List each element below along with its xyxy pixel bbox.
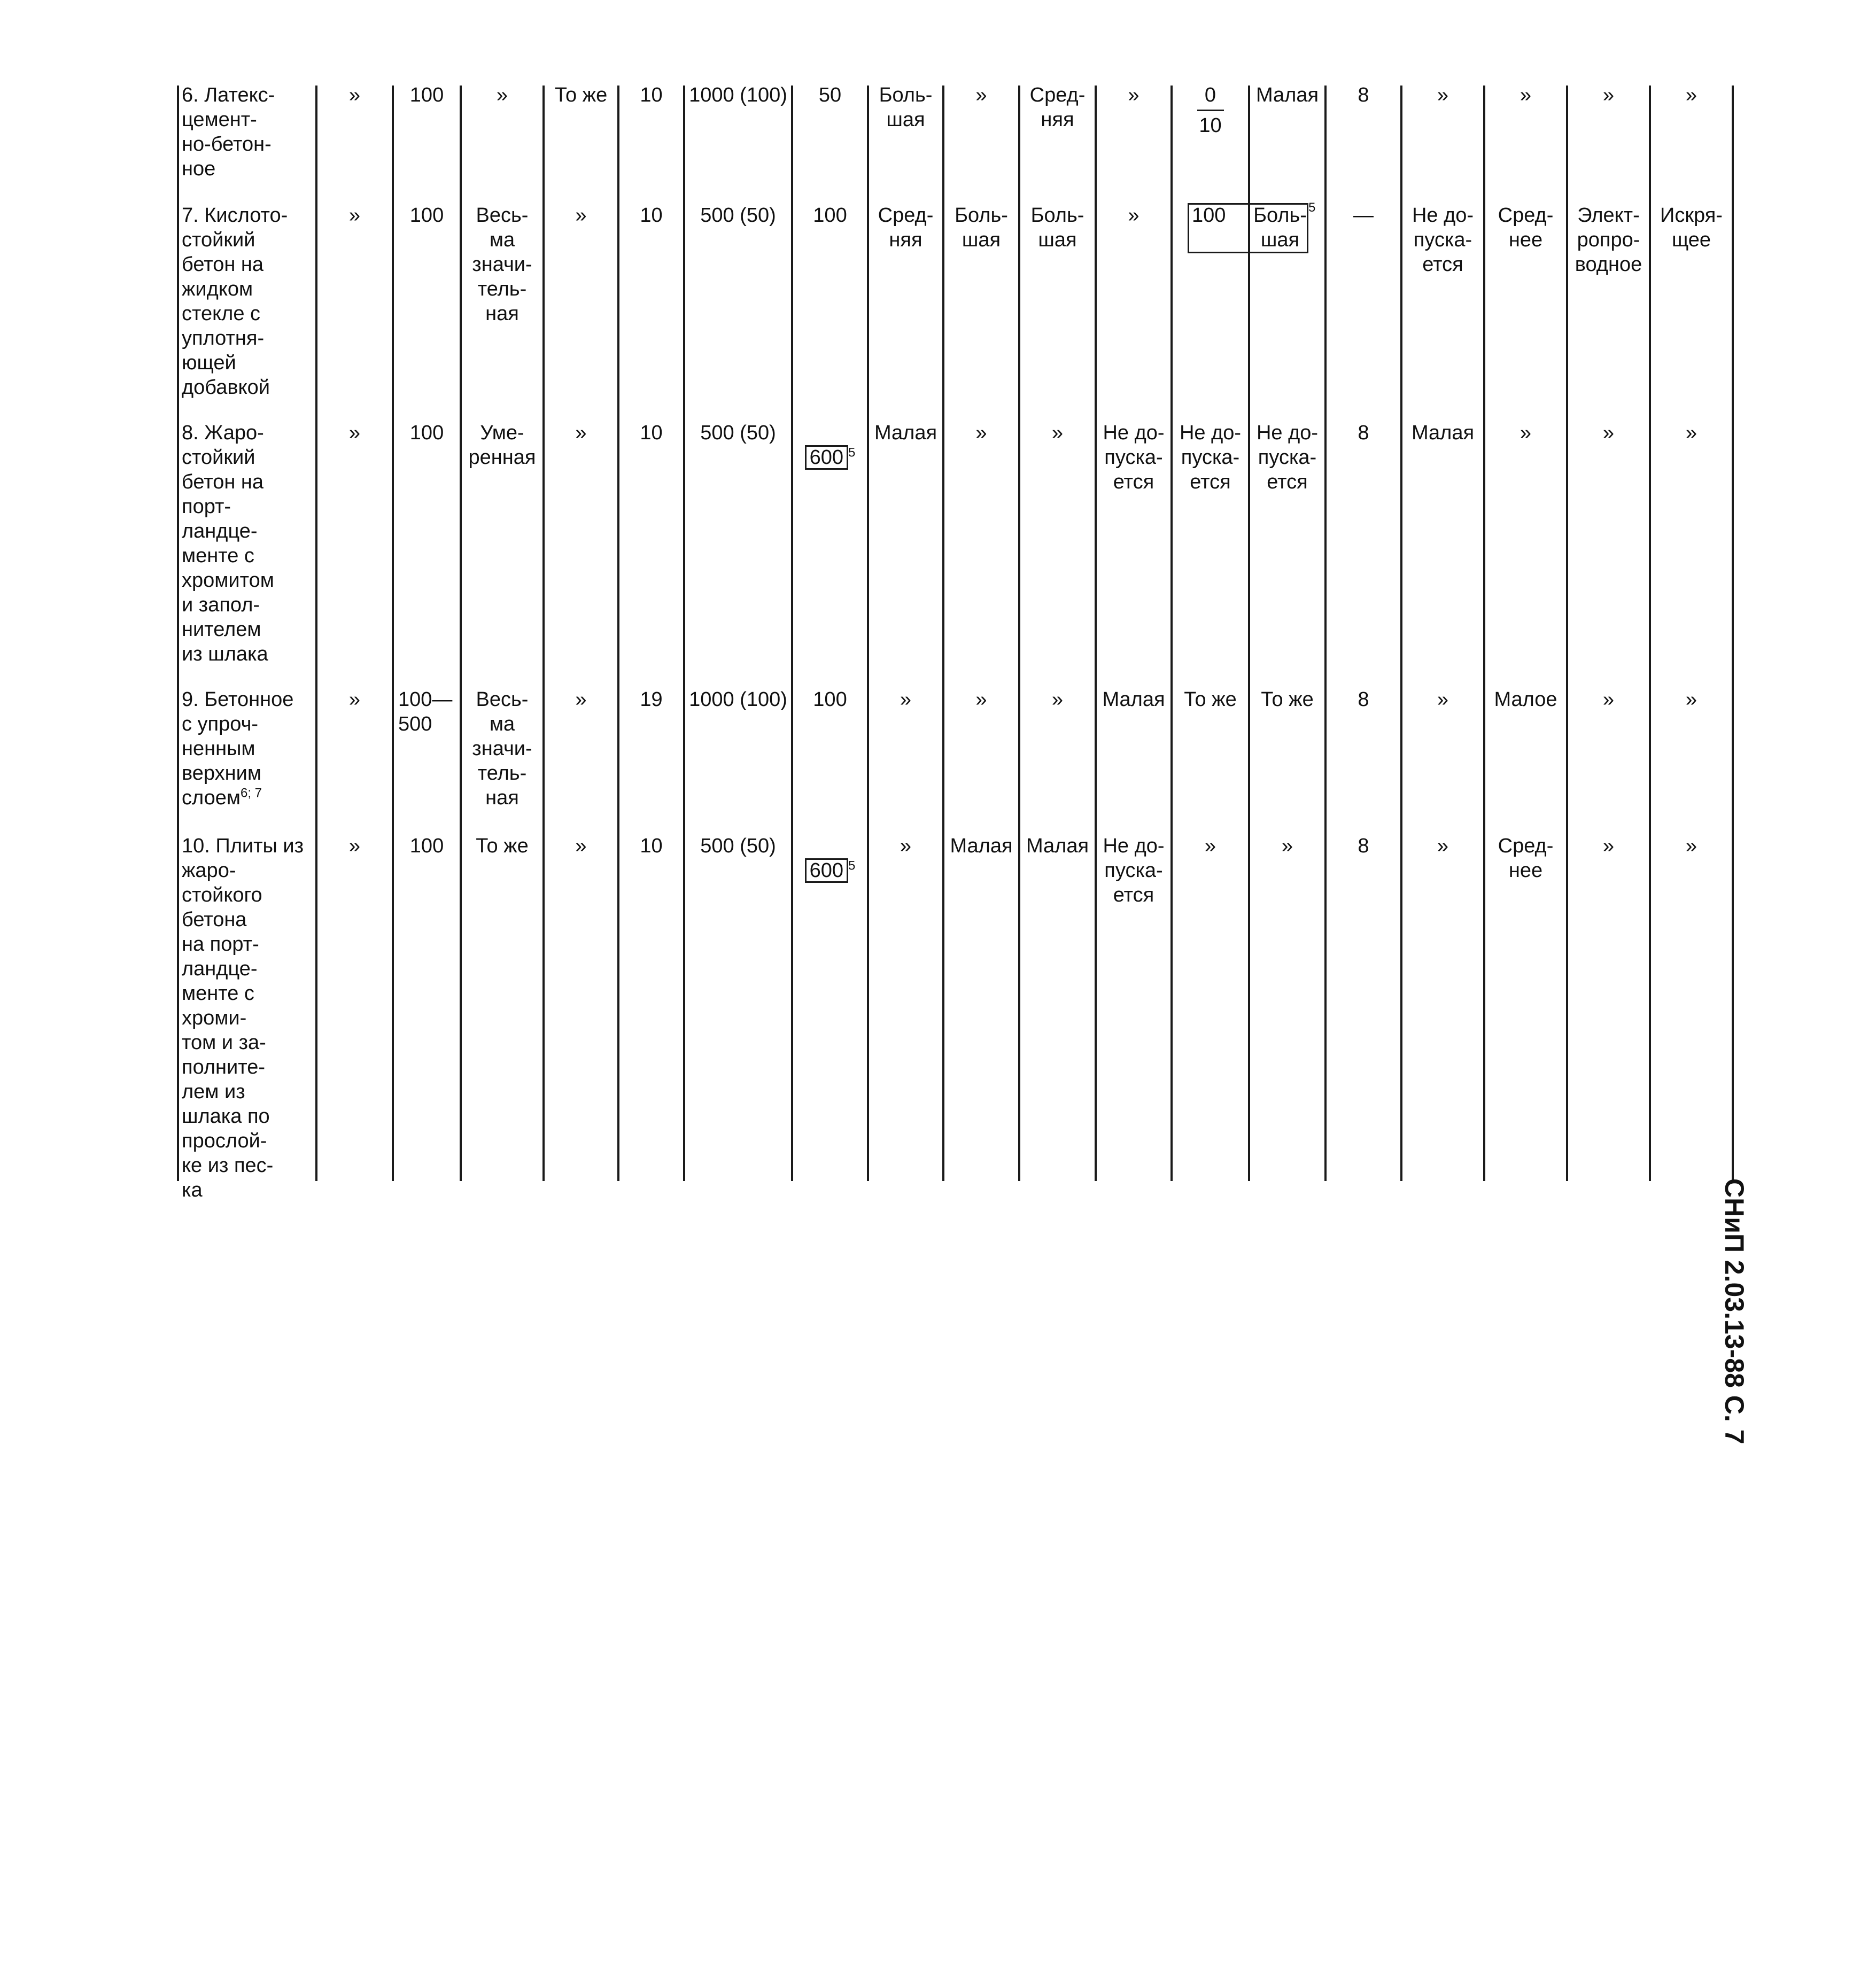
cell-value: Элект- ропро- водное [1575, 204, 1642, 276]
cell-value: » [1685, 835, 1697, 857]
cell-value: » [575, 835, 587, 857]
cell-value: » [575, 688, 587, 711]
column-rule [177, 86, 179, 1181]
cell-value: 50 [818, 84, 842, 106]
cell-value: 500 (50) [700, 422, 776, 444]
column-rule [1170, 86, 1173, 1181]
cell-value: » [1520, 422, 1532, 444]
cell-value: Малая [1026, 835, 1089, 857]
cell-value: Боль- шая [1253, 204, 1307, 251]
fraction-bar [1197, 110, 1224, 111]
cell-value: 1000 (100) [689, 688, 787, 711]
cell-value: То же [1261, 688, 1314, 711]
cell-value: » [1602, 84, 1615, 106]
cell-value: 500 (50) [700, 835, 776, 857]
document-code: СНиП 2.03.13-88 С. 7 [1719, 1178, 1749, 1445]
cell-value: Боль- шая [879, 84, 933, 131]
cell-value: То же [554, 84, 608, 106]
cell-value: 100 [409, 422, 444, 444]
cell-value: Сред- нее [1498, 835, 1554, 882]
cell-value: » [1520, 84, 1532, 106]
fraction-value [1173, 83, 1248, 138]
cell-value: » [1685, 84, 1697, 106]
cell-value: Не до- пуска- ется [1103, 422, 1165, 493]
column-rule [617, 86, 619, 1181]
cell-value: 8 [1358, 688, 1369, 711]
cell-value: Не до- пуска- ется [1103, 835, 1165, 906]
cell-value: » [348, 422, 361, 444]
cell-value: Сред- нее [1498, 204, 1554, 251]
cell-value: 10 [640, 84, 663, 106]
cell-value: Сред- няя [1029, 84, 1086, 131]
cell-value: 100 [1192, 204, 1226, 227]
cell-value: » [975, 84, 987, 106]
cell-value: 8 [1358, 835, 1369, 857]
cell-value: Боль- шая [1030, 204, 1084, 251]
cell-value: » [348, 688, 361, 711]
cell-value: » [900, 688, 912, 711]
cell-value: 10 [640, 422, 663, 444]
fraction-denominator: 10 [1199, 114, 1222, 137]
cell-value: » [1602, 835, 1615, 857]
cell-value: Искря- щее [1660, 204, 1723, 251]
footnote-ref: 5 [848, 445, 856, 460]
boxed-number: 600 [805, 858, 848, 883]
cell-value: — [1353, 204, 1374, 227]
cell-value: » [1051, 422, 1064, 444]
boxed-number: 600 [805, 445, 848, 470]
cell-value: Малая [1255, 84, 1319, 106]
cell-value: 100 [813, 688, 847, 711]
cell-value: » [496, 84, 508, 106]
cell-value: 500 (50) [700, 204, 776, 227]
column-rule [315, 86, 317, 1181]
cell-value: » [900, 835, 912, 857]
column-rule [542, 86, 545, 1181]
material-name-text: 9. Бетонное с упроч- ненным верхним слоем [182, 688, 294, 809]
cell-value: Не до- пуска- ется [1179, 422, 1242, 493]
cell-value: » [1281, 835, 1293, 857]
cell-value: » [975, 422, 987, 444]
cell-value: Малое [1494, 688, 1557, 711]
boxed-value [793, 421, 867, 470]
cell-value: Не до- пуска- ется [1412, 204, 1474, 276]
cell-value: То же [1184, 688, 1237, 711]
cell-value: 8 [1358, 84, 1369, 106]
cell-value: 8 [1358, 422, 1369, 444]
boxed-value [793, 834, 867, 883]
material-name [182, 687, 313, 810]
cell-value: » [1685, 688, 1697, 711]
cell-value: » [575, 422, 587, 444]
cell-value: То же [476, 835, 529, 857]
cell-value: 19 [640, 688, 663, 711]
cell-value: » [348, 835, 361, 857]
cell-value: Весь- ма значи- тель- ная [472, 204, 532, 325]
cell-value: » [1602, 688, 1615, 711]
cell-value: » [1602, 422, 1615, 444]
cell-value: Малая [950, 835, 1013, 857]
column-rule [791, 86, 793, 1181]
column-rule [1095, 86, 1097, 1181]
cell-value: 100 [813, 204, 847, 227]
fraction-numerator: 0 [1204, 84, 1216, 106]
cell-value: Не до- пуска- ется [1256, 422, 1319, 493]
cell-value: » [975, 688, 987, 711]
cell-value: » [1437, 835, 1449, 857]
cell-value: Малая [874, 422, 937, 444]
column-rule [1732, 86, 1734, 1181]
material-name: 10. Плиты из жаро- стойкого бетона на порт- ландце- менте с хроми- том и за- полните- лем из шлака по прослой- ке из пес- ка [182, 835, 304, 1201]
cell-value: Малая [1411, 422, 1475, 444]
cell-value: Уме- ренная [468, 422, 536, 469]
cell-value: 100— 500 [398, 688, 453, 735]
cell-value: 100 [409, 204, 444, 227]
material-name: 8. Жаро- стойкий бетон на порт- ландце- менте с хромитом и запол- нителем из шлака [182, 422, 274, 665]
cell-value: 100 [409, 84, 444, 106]
cell-value: » [1051, 688, 1064, 711]
cell-value: » [1685, 422, 1697, 444]
column-rule [1324, 86, 1327, 1181]
cell-value: Сред- няя [878, 204, 934, 251]
cell-value: 100 [409, 835, 444, 857]
footnote-ref: 6; 7 [241, 786, 262, 801]
cell-value: » [575, 204, 587, 227]
cell-value: Малая [1102, 688, 1165, 711]
cell-value: 10 [640, 204, 663, 227]
material-name: 7. Кислото- стойкий бетон на жидком стекле с уплотня- ющей добавкой [182, 204, 288, 399]
column-rule [392, 86, 394, 1181]
cell-value: » [348, 204, 361, 227]
footnote-ref: 5 [1308, 200, 1316, 215]
cell-value: » [1204, 835, 1216, 857]
cell-value: Боль- шая [955, 204, 1008, 251]
cell-value: » [1437, 688, 1449, 711]
cell-value: » [348, 84, 361, 106]
footnote-ref: 5 [848, 858, 856, 873]
cell-value: » [1128, 204, 1139, 227]
column-rule [683, 86, 685, 1181]
material-name: 6. Латекс- цемент- но-бетон- ное [182, 84, 275, 180]
cell-value: » [1128, 84, 1139, 106]
cell-value: 1000 (100) [689, 84, 787, 106]
cell-value: Весь- ма значи- тель- ная [472, 688, 532, 809]
cell-value: 10 [640, 835, 663, 857]
cell-value: » [1437, 84, 1449, 106]
